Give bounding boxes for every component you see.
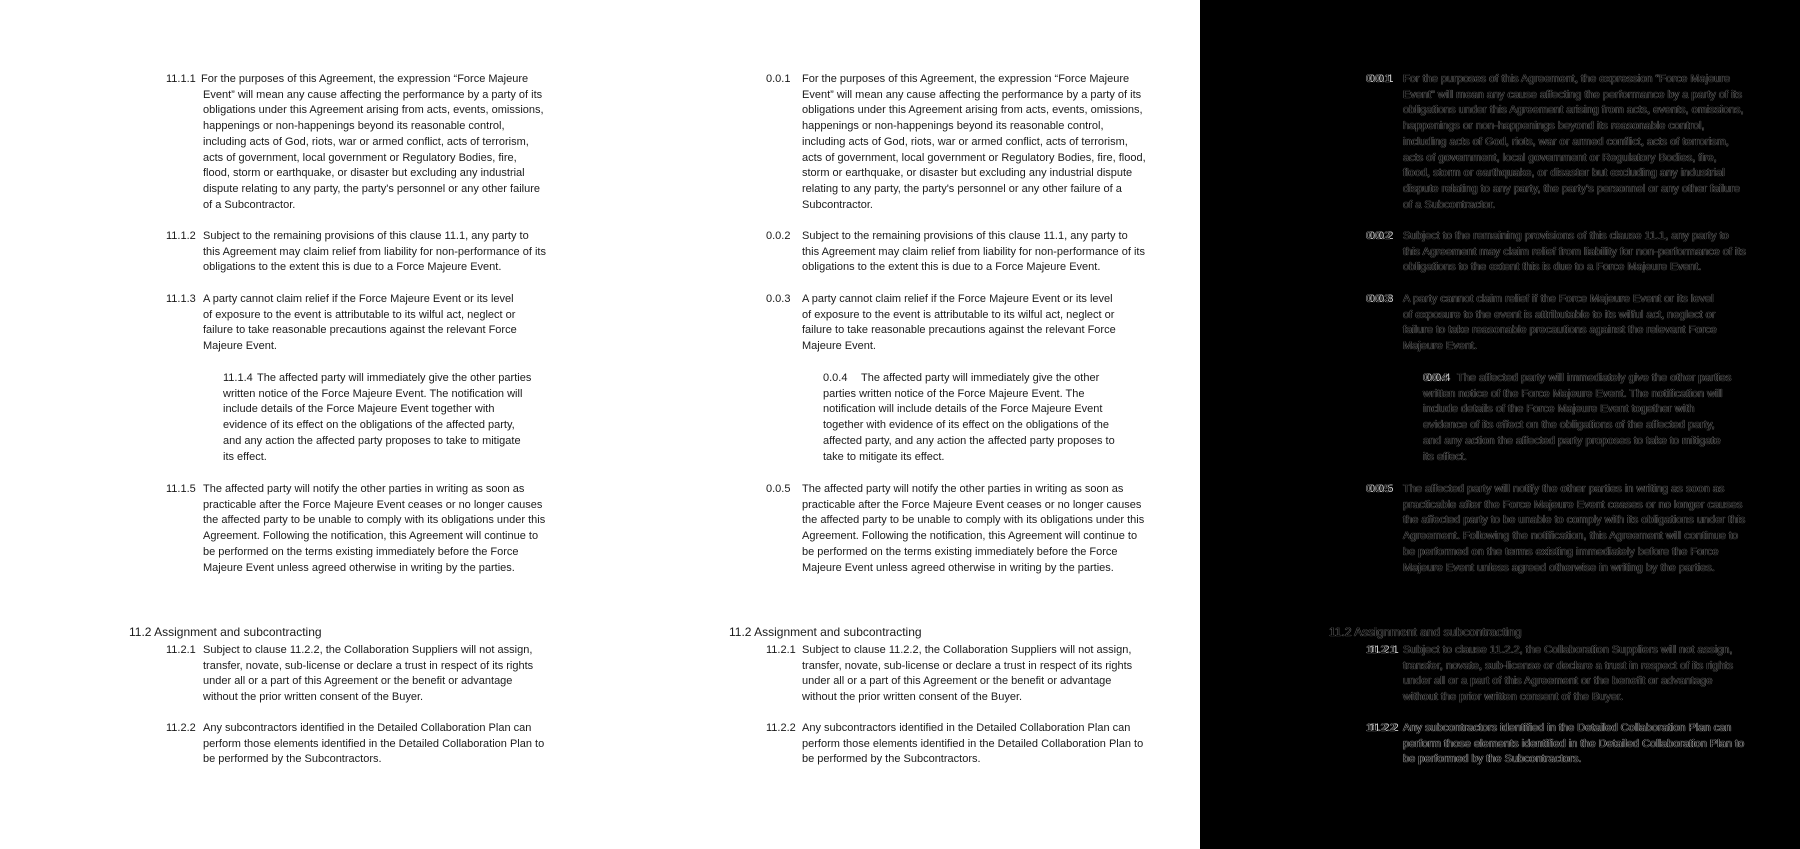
clause-number: 0.0.1: [766, 73, 791, 85]
clause-11-1-1: [166, 72, 546, 217]
clause-text: Any subcontractors identified in the Detailed Collaboration Plan can perform those elements identified in the Detailed Collaboration Plan to be performed by the Subcontractors.: [203, 722, 545, 766]
clause-text: Any subcontractors identified in the Detailed Collaboration Plan can perform those elements identified in the Detailed Collaboration Plan to be performed by the Subcontractors.: [1403, 722, 1745, 766]
clause-number: 11.1.1: [166, 73, 196, 85]
clause-0-0-4: [818, 371, 1148, 466]
clause-11-1-3: [166, 292, 546, 357]
clause-text: Any subcontractors identified in the Detailed Collaboration Plan can perform those elements identified in the Detailed Collaboration Plan to be performed by the Subcontractors.: [802, 722, 1144, 766]
clause-11-1-5: [166, 482, 546, 597]
clause-11-1-2: [166, 229, 546, 279]
section-heading: 11.2 Assignment and subcontracting: [1329, 625, 1522, 639]
clause-number: 11.2.1: [166, 644, 196, 656]
clause-number: 0.0.5: [1366, 483, 1391, 495]
clause-text: The affected party will immediately give the other parties written notice of the Force Majeure Event. The notification will include details of the Force Majeure Event together with evidence of its effect on the obligations of the affected party, and any action the affected party proposes to take to mitigate its effect.: [223, 372, 532, 463]
section-heading: 11.2 Assignment and subcontracting: [129, 625, 322, 639]
clause-text: Subject to the remaining provisions of this clause 11.1, any party to this Agreement may claim relief from liability for non-performance of its obligations to the extent this is due to a Force Majeure Event.: [203, 230, 546, 274]
clause-text: A party cannot claim relief if the Force Majeure Event or its level of exposure to the event is attributable to its wilful act, neglect or failure to take reasonable precautions against the relevant Force Majeure Event.: [802, 293, 1116, 353]
clause-number: 11.2.2: [166, 722, 196, 734]
clause-diff-0-0-2: [1366, 229, 1746, 279]
clause-number: 11.2.1: [1366, 644, 1396, 656]
clause-diff-0-0-1: [1366, 72, 1746, 217]
clause-11-1-4: [223, 371, 543, 466]
clause-text: For the purposes of this Agreement, the expression “Force Majeure Event” will mean any cause affecting the performance by a party of its obligations under this Agreement arising from acts, events, omissions, happenings or non-happenings beyond its reasonable control, including acts of God, riots, war or armed conflict, acts of terrorism, acts of government, local government or Regulatory Bodies, fire, flood, storm or earthquake, or disaster but excluding any industrial dispute relating to any party, the party's personnel or any other failure of a Subcontractor.: [201, 73, 544, 211]
clause-text: The affected party will notify the other parties in writing as soon as practicable after the Force Majeure Event ceases or no longer causes the affected party to be unable to comply with its obligations under this Agreement. Following the notification, this Agreement will continue to be performed on the terms existing immediately before the Force Majeure Event unless agreed otherwise in writing by the parties.: [1403, 483, 1746, 574]
clause-text: Subject to clause 11.2.2, the Collaboration Suppliers will not assign, transfer, novate, sub-license or declare a trust in respect of its rights under all or a part of this Agreement or the benefit or advantage without the prior written consent of the Buyer.: [802, 644, 1133, 704]
clause-diff-11-2-1: [1366, 643, 1746, 708]
clause-text: The affected party will immediately give the other parties written notice of the Force Majeure Event. The notification will include details of the Force Majeure Event together with evidence of its effect on the obligations of the affected party, and any action the affected party proposes to take to mitigate its effect.: [1423, 372, 1732, 463]
clause-number: 11.1.5: [166, 483, 196, 495]
clause-0-0-2: [766, 229, 1146, 279]
document-panel-original: [0, 0, 600, 849]
clause-text: Subject to clause 11.2.2, the Collaboration Suppliers will not assign, transfer, novate, sub-license or declare a trust in respect of its rights under all or a part of this Agreement or the benefit or advantage without the prior written consent of the Buyer.: [203, 644, 534, 704]
clause-0-0-5: [766, 482, 1146, 597]
clause-text: For the purposes of this Agreement, the expression “Force Majeure Event” will mean any cause affecting the performance by a party of its obligations under this Agreement arising from acts, events, omissions, happenings or non-happenings beyond its reasonable control, including acts of God, riots, war or armed conflict, acts of terrorism, acts of government, local government or Regulatory Bodies, fire, flood, storm or earthquake, or disaster but excluding any industrial dispute relating to any party, the party's personnel or any other failure of a Subcontractor.: [1403, 73, 1744, 211]
clause-diff-11-2-2: [1366, 721, 1746, 771]
clause-number: 0.0.2: [1366, 230, 1391, 242]
section-heading: 11.2 Assignment and subcontracting: [729, 625, 922, 639]
clause-number: 0.0.2: [766, 230, 791, 242]
clause-diff-0-0-4: [1423, 371, 1743, 466]
clause-number: 11.2.2: [766, 722, 796, 734]
clause-diff-0-0-5: [1366, 482, 1746, 597]
clause-0-0-3: [766, 292, 1146, 357]
clause-number: 0.0.1: [1366, 73, 1391, 85]
clause-number: 11.1.3: [166, 293, 196, 305]
clause-text: Subject to the remaining provisions of this clause 11.1, any party to this Agreement may claim relief from liability for non-performance of its obligations to the extent this is due to a Force Majeure Event.: [802, 230, 1145, 274]
clause-text: The affected party will notify the other parties in writing as soon as practicable after the Force Majeure Event ceases or no longer causes the affected party to be unable to comply with its obligations under this Agreement. Following the notification, this Agreement will continue to be performed on the terms existing immediately before the Force Majeure Event unless agreed otherwise in writing by the parties.: [203, 483, 546, 574]
document-panel-rendered: [600, 0, 1200, 849]
clause-number: 0.0.5: [766, 483, 791, 495]
clause-text: A party cannot claim relief if the Force Majeure Event or its level of exposure to the event is attributable to its wilful act, neglect or failure to take reasonable precautions against the relevant Force Majeure Event.: [203, 293, 517, 353]
clause-text: A party cannot claim relief if the Force Majeure Event or its level of exposure to the event is attributable to its wilful act, neglect or failure to take reasonable precautions against the relevant Force Majeure Event.: [1403, 293, 1717, 353]
document-panel-diff: [1200, 0, 1800, 849]
clause-diff-0-0-3: [1366, 292, 1746, 357]
clause-number: 0.0.3: [1366, 293, 1391, 305]
clause-text: Subject to the remaining provisions of this clause 11.1, any party to this Agreement may claim relief from liability for non-performance of its obligations to the extent this is due to a Force Majeure Event.: [1403, 230, 1746, 274]
clause-text: The affected party will immediately give the other parties written notice of the Force Majeure Event. The notification will include details of the Force Majeure Event together with evidence of its effect on the obligations of the affected party, and any action the affected party proposes to take to mitigate its effect.: [823, 372, 1115, 463]
clause-text: For the purposes of this Agreement, the expression “Force Majeure Event” will mean any cause affecting the performance by a party of its obligations under this Agreement arising from acts, events, omissions, happenings or non-happenings beyond its reasonable control, including acts of God, riots, war or armed conflict, acts of terrorism, acts of government, local government or Regulatory Bodies, fire, flood, storm or earthquake, or disaster but excluding any industrial dispute relating to any party, the party's personnel or any other failure of a Subcontractor.: [802, 73, 1146, 211]
clause-0-0-1: [766, 72, 1146, 217]
clause-11-2-2: [166, 721, 546, 771]
clause-11-2-1: [166, 643, 546, 708]
clause-number: 0.0.4: [1423, 372, 1448, 384]
clause-11-2-1: [766, 643, 1146, 708]
clause-text: The affected party will notify the other parties in writing as soon as practicable after the Force Majeure Event ceases or no longer causes the affected party to be unable to comply with its obligations under this Agreement. Following the notification, this Agreement will continue to be performed on the terms existing immediately before the Force Majeure Event unless agreed otherwise in writing by the parties.: [802, 483, 1145, 574]
clause-number: 11.1.2: [166, 230, 196, 242]
clause-number: 11.2.2: [1366, 722, 1396, 734]
clause-text: Subject to clause 11.2.2, the Collaboration Suppliers will not assign, transfer, novate, sub-license or declare a trust in respect of its rights under all or a part of this Agreement or the benefit or advantage without the prior written consent of the Buyer.: [1403, 644, 1734, 704]
clause-11-2-2: [766, 721, 1146, 771]
clause-number: 0.0.3: [766, 293, 791, 305]
clause-number: 11.2.1: [766, 644, 796, 656]
clause-number: 0.0.4: [823, 372, 848, 384]
clause-number: 11.1.4: [223, 372, 253, 384]
